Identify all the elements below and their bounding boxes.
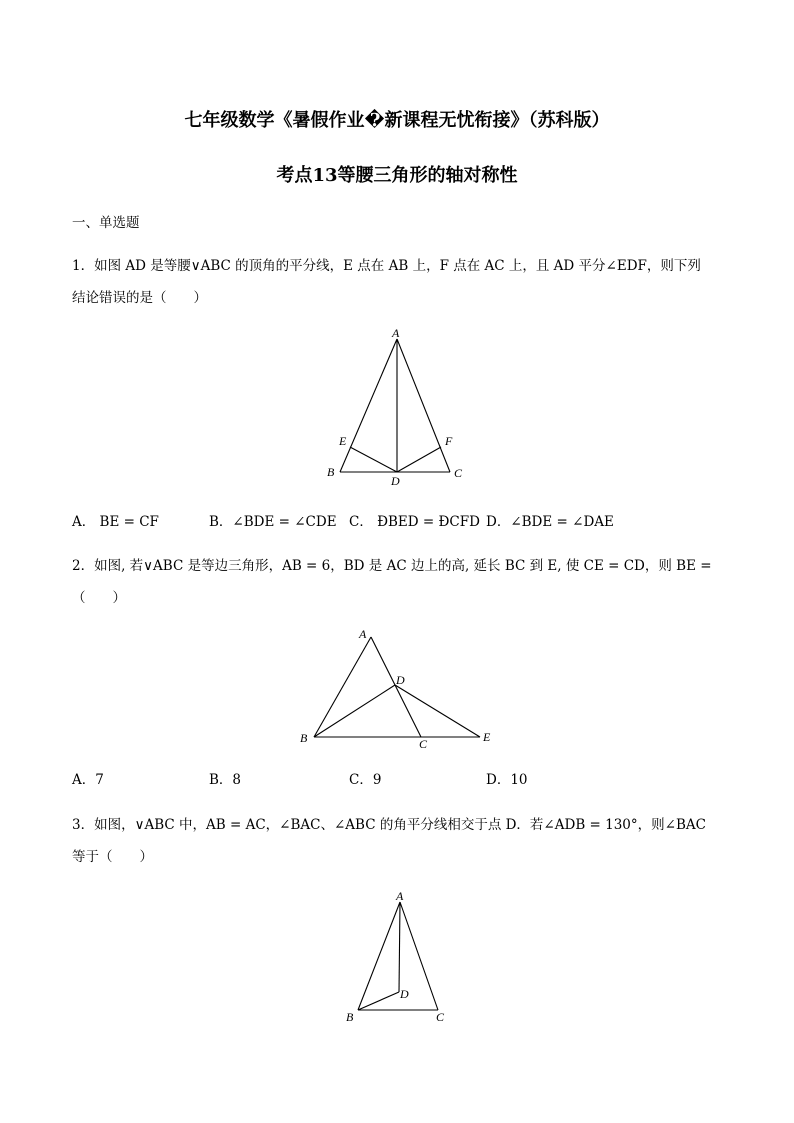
q3-label-a: A	[396, 889, 404, 903]
q2-segment-bd	[314, 685, 395, 737]
q3-label-d: D	[400, 987, 409, 1001]
q2-option-d: D．10	[486, 772, 528, 788]
q1-label-e: E	[339, 434, 347, 448]
q2-label-d: D	[396, 673, 405, 687]
q1-text-line1: 1．如图 AD 是等腰∨ABC 的顶角的平分线，E 点在 AB 上，F 点在 AC 上，且 AD 平分∠EDF，则下列	[72, 258, 701, 274]
q2-option-a: A．7	[72, 772, 104, 788]
q1-label-b: B	[327, 465, 335, 479]
q2-label-b: B	[300, 731, 308, 745]
q1-segment-fd	[397, 447, 441, 472]
q3-text-line2: 等于（ ）	[72, 849, 153, 865]
q2-option-b: B．8	[209, 772, 242, 788]
q3-text-line1: 3．如图，∨ABC 中，AB = AC，∠BAC、∠ABC 的角平分线相交于点 D．若∠ADB = 130°，则∠BAC	[72, 817, 706, 833]
q2-text-line2: （ ）	[72, 590, 126, 606]
q1-option-a: A． BE = CF	[72, 514, 159, 530]
q2-label-a: A	[359, 627, 367, 641]
q3-label-c: C	[436, 1010, 445, 1024]
q2-segment-ab	[314, 637, 371, 737]
q1-label-a: A	[392, 326, 400, 340]
q1-option-d: D．∠BDE = ∠DAE	[486, 514, 614, 530]
q1-segment-ac	[397, 339, 450, 472]
q1-option-b: B．∠BDE = ∠CDE	[209, 514, 337, 530]
q2-segment-ac	[371, 637, 421, 737]
q1-figure	[320, 325, 470, 490]
q2-label-c: C	[419, 737, 428, 751]
q1-segment-ed	[350, 447, 397, 472]
q1-segment-ab	[340, 339, 397, 472]
q1-label-d: D	[391, 474, 400, 488]
q1-label-f: F	[445, 434, 453, 448]
q2-text-line1: 2．如图, 若∨ABC 是等边三角形，AB = 6，BD 是 AC 边上的高, 延长 BC 到 E, 使 CE = CD，则 BE =	[72, 558, 712, 574]
q3-segment-ad	[399, 902, 400, 992]
q3-figure	[340, 888, 460, 1028]
q2-label-e: E	[483, 730, 491, 744]
q1-label-c: C	[454, 466, 463, 480]
q1-text-line2: 结论错误的是（ ）	[72, 290, 207, 306]
document-subtitle: 考点13等腰三角形的轴对称性	[276, 165, 518, 186]
q3-label-b: B	[346, 1010, 354, 1024]
section-heading: 一、单选题	[72, 215, 140, 231]
q1-option-c: C． ÐBED = ÐCFD	[349, 514, 480, 530]
document-title: 七年级数学《暑假作业�新课程无忧衔接》（苏科版）	[184, 110, 610, 131]
q2-option-c: C．9	[349, 772, 382, 788]
q2-figure	[295, 622, 505, 752]
